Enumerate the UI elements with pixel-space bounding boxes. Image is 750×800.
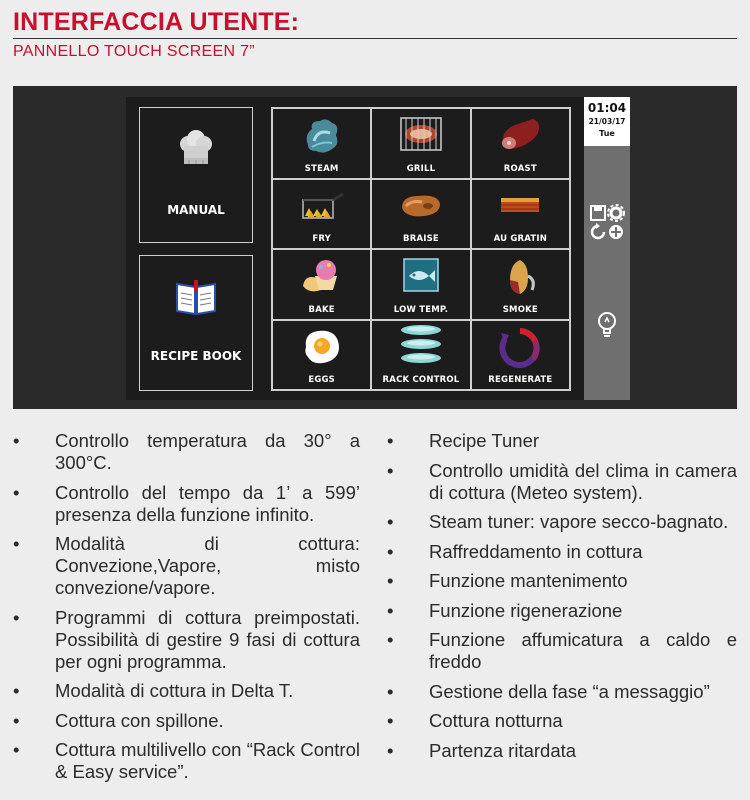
chef-hat-icon bbox=[176, 130, 216, 170]
list-item: • Cottura notturna bbox=[387, 710, 737, 732]
list-item: • Modalità di cottura in Delta T. bbox=[13, 680, 360, 702]
list-item: • Recipe Tuner bbox=[387, 430, 737, 452]
page-subtitle: PANNELLO TOUCH SCREEN 7” bbox=[13, 43, 255, 60]
list-item: • Cottura multilivello con “Rack Control & Easy service”. bbox=[13, 739, 360, 783]
mode-label: REGENERATE bbox=[488, 375, 553, 385]
mode-label: AU GRATIN bbox=[493, 234, 548, 244]
cooking-modes-grid bbox=[271, 107, 571, 391]
manual-label: MANUAL bbox=[167, 203, 225, 217]
mode-regenerate[interactable] bbox=[471, 320, 570, 391]
mode-label: GRILL bbox=[406, 163, 436, 174]
list-item: • Gestione della fase “a messaggio” bbox=[387, 681, 737, 703]
list-item: • Partenza ritardata bbox=[387, 740, 737, 762]
smoke-icon bbox=[500, 256, 540, 296]
mode-label: STEAM bbox=[304, 163, 339, 174]
book-icon bbox=[175, 280, 217, 316]
mode-fry[interactable] bbox=[272, 179, 371, 250]
mode-label: FRY bbox=[312, 234, 331, 244]
mode-label: SMOKE bbox=[502, 304, 538, 315]
roast-icon bbox=[497, 115, 543, 153]
list-item: • Raffreddamento in cottura bbox=[387, 541, 737, 563]
eggs-icon bbox=[300, 327, 344, 367]
clock-display bbox=[584, 97, 630, 146]
list-item: • Modalità di cottura: Convezione,Vapore, misto convezione/vapore. bbox=[13, 533, 360, 599]
low-temp-icon bbox=[401, 256, 441, 294]
list-item: • Steam tuner: vapore secco-bagnato. bbox=[387, 511, 737, 533]
steam-icon bbox=[302, 115, 342, 157]
mode-label: BRAISE bbox=[403, 234, 439, 244]
fry-icon bbox=[299, 186, 345, 224]
mode-eggs[interactable] bbox=[272, 320, 371, 391]
list-item: • Controllo temperatura da 30° a 300°C. bbox=[13, 430, 360, 474]
rack-control-icon bbox=[398, 323, 444, 367]
list-item: • Funzione mantenimento bbox=[387, 570, 737, 592]
mode-low-temp[interactable] bbox=[371, 249, 470, 320]
manual-button[interactable] bbox=[139, 107, 253, 243]
list-item: • Programmi di cottura preimpostati. Possibilità di gestire 9 fasi di cottura per ogni programma. bbox=[13, 607, 360, 673]
recipe-book-button[interactable] bbox=[139, 255, 253, 391]
mode-au-gratin[interactable] bbox=[471, 179, 570, 250]
au-gratin-icon bbox=[498, 186, 542, 224]
grill-icon bbox=[399, 115, 443, 153]
braise-icon bbox=[398, 186, 444, 224]
list-item: • Controllo del tempo da 1’ a 599’ presenza della funzione infinito. bbox=[13, 482, 360, 526]
title-divider bbox=[13, 38, 737, 39]
save-settings-icon[interactable] bbox=[591, 205, 624, 221]
mode-smoke[interactable] bbox=[471, 249, 570, 320]
lightbulb-icon[interactable] bbox=[595, 310, 619, 340]
features-right-list bbox=[387, 430, 737, 769]
mode-braise[interactable] bbox=[371, 179, 470, 250]
features-left-list bbox=[13, 430, 360, 791]
mode-rack-control[interactable] bbox=[371, 320, 470, 391]
recipe-book-label: RECIPE BOOK bbox=[150, 349, 242, 363]
list-item: • Funzione rigenerazione bbox=[387, 600, 737, 622]
mode-label: RACK CONTROL bbox=[382, 375, 460, 385]
clock-time: 01:04 bbox=[587, 101, 627, 115]
clock-date: 21/03/17 bbox=[588, 117, 626, 126]
mode-label: LOW TEMP. bbox=[393, 304, 449, 315]
list-item: • Cottura con spillone. bbox=[13, 710, 360, 732]
timer-add-icon[interactable] bbox=[592, 223, 623, 239]
mode-steam[interactable] bbox=[272, 108, 371, 179]
bake-icon bbox=[299, 256, 345, 294]
mode-bake[interactable] bbox=[272, 249, 371, 320]
regenerate-icon bbox=[499, 327, 541, 369]
clock-weekday: Tue bbox=[599, 129, 615, 138]
mode-roast[interactable] bbox=[471, 108, 570, 179]
list-item: • Controllo umidità del clima in camera di cottura (Meteo system). bbox=[387, 460, 737, 504]
mode-label: ROAST bbox=[503, 163, 537, 174]
page-title: INTERFACCIA UTENTE: bbox=[13, 8, 300, 36]
list-item: • Funzione affumicatura a caldo e freddo bbox=[387, 629, 737, 673]
settings-tools-button[interactable] bbox=[589, 204, 625, 242]
mode-grill[interactable] bbox=[371, 108, 470, 179]
mode-label: BAKE bbox=[308, 304, 335, 315]
mode-label: EGGS bbox=[308, 375, 335, 385]
